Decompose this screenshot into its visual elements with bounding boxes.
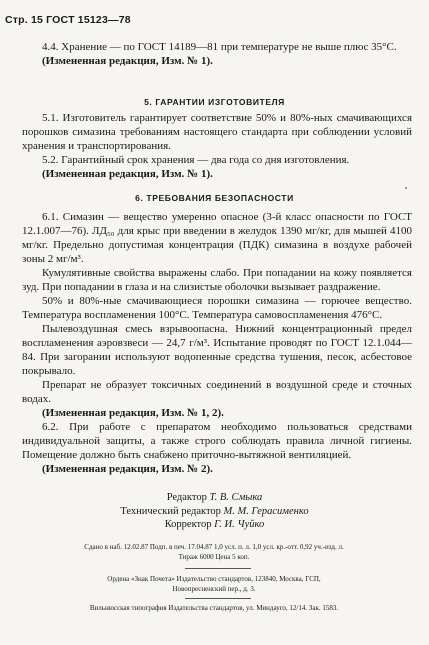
para-6-2: 6.2. При работе с препаратом необходимо пользоваться средствами индивидуальной защиты, а также строго соблюдать правила личной гигиены. Помещение должно быть снабжено приточно-вытяжной вентиляцией. — [22, 421, 412, 461]
editorial-credits — [0, 491, 429, 532]
divider — [185, 598, 251, 599]
para-6-1-toxicity: Препарат не образует токсичных соединений в воздушной среде и сточных водах. — [22, 379, 412, 405]
tech-editor-name: М. М. Герасименко — [223, 505, 309, 517]
section-6-title: 6. ТРЕБОВАНИЯ БЕЗОПАСНОСТИ — [135, 193, 294, 203]
editor-line — [0, 491, 429, 505]
printer-line: Вильнюсская типография Издательства стандартов, ул. Миндауго, 12/14. Зак. 1583. — [89, 604, 339, 612]
corrector-role: Корректор — [164, 519, 212, 530]
section-5-body — [22, 111, 412, 181]
print-line: Тираж 6000 Цена 5 коп. — [178, 552, 250, 561]
amendment-note: (Измененная редакция, Изм. № 1). — [42, 168, 213, 180]
print-details — [14, 543, 414, 562]
corrector-line — [0, 518, 429, 532]
corrector-name: Г. И. Чуйко — [214, 519, 265, 530]
scan-speck — [405, 187, 407, 189]
para-6-1-flammability: 50% и 80%-ные смачивающиеся порошки симазина — горючее вещество. Температура воспламенения 100°С. Температура самовоспламенения 476°С. — [22, 295, 412, 321]
para-6-1-explosive: Пылевоздушная смесь взрывоопасна. Нижний концентрационный предел воспламенения аэровзвеси — 24,7 г/м³. Испытание проводят по ГОСТ 12.1.044—84. При загорании используют водопенные средства тушения, песок, асбестовое покрывало. — [22, 323, 412, 377]
amendment-note: (Измененная редакция, Изм. № 1). — [42, 55, 213, 67]
para-4-4: 4.4. Хранение — по ГОСТ 14189—81 при температуре не выше плюс 35°С. — [42, 41, 397, 53]
para-6-1-cumulative: Кумулятивные свойства выражены слабо. При попадании на кожу появляется зуд. При попадании в глаза и на слизистые оболочки вызывает раздражение. — [22, 267, 412, 293]
editor-name: Т. В. Смыка — [209, 492, 263, 503]
editor-role: Редактор — [166, 492, 207, 503]
amendment-note: (Измененная редакция, Изм. № 1, 2). — [42, 407, 224, 419]
tech-editor-role: Технический редактор — [120, 505, 221, 517]
para-5-2: 5.2. Гарантийный срок хранения — два года со дня изготовления. — [42, 154, 350, 166]
para-5-1: 5.1. Изготовитель гарантирует соответствие 50% и 80%-ных смачивающихся порошков симазина требованиям настоящего стандарта при соблюдении условий хранения и транспортирования. — [22, 112, 412, 152]
publisher-address: Новопресненский пер., д. 3. — [172, 584, 256, 593]
tech-editor-line — [0, 505, 429, 519]
running-head: Стр. 15 ГОСТ 15123—78 — [5, 14, 131, 26]
para-6-1: 6.1. Симазин — вещество умеренно опасное (3-й класс опасности по ГОСТ 12.1.007—76). ЛД₅₀ для крыс при введении в желудок 1390 мг/кг, для мышей 4100 мг/кг. Предельно допустимая концентрация (ПДК) симазина в воздухе рабочей зоны 2 мг/м³. — [22, 211, 412, 265]
publisher-line: Ордена «Знак Почета» Издательство стандартов, 123840, Москва, ГСП, — [107, 575, 321, 583]
section-6-body — [22, 210, 412, 476]
divider — [185, 568, 251, 569]
printer-details — [14, 604, 414, 614]
clause-4-4 — [22, 40, 412, 68]
publisher-details — [14, 575, 414, 594]
section-5-title: 5. ГАРАНТИИ ИЗГОТОВИТЕЛЯ — [144, 97, 285, 107]
amendment-note: (Измененная редакция, Изм. № 2). — [42, 463, 213, 475]
print-line: Сдано в наб. 12.02.87 Подп. в печ. 17.04.87 1,0 усл. п. л. 1,0 усл. кр.-отт. 0,92 уч.-изд. л. — [84, 543, 344, 551]
